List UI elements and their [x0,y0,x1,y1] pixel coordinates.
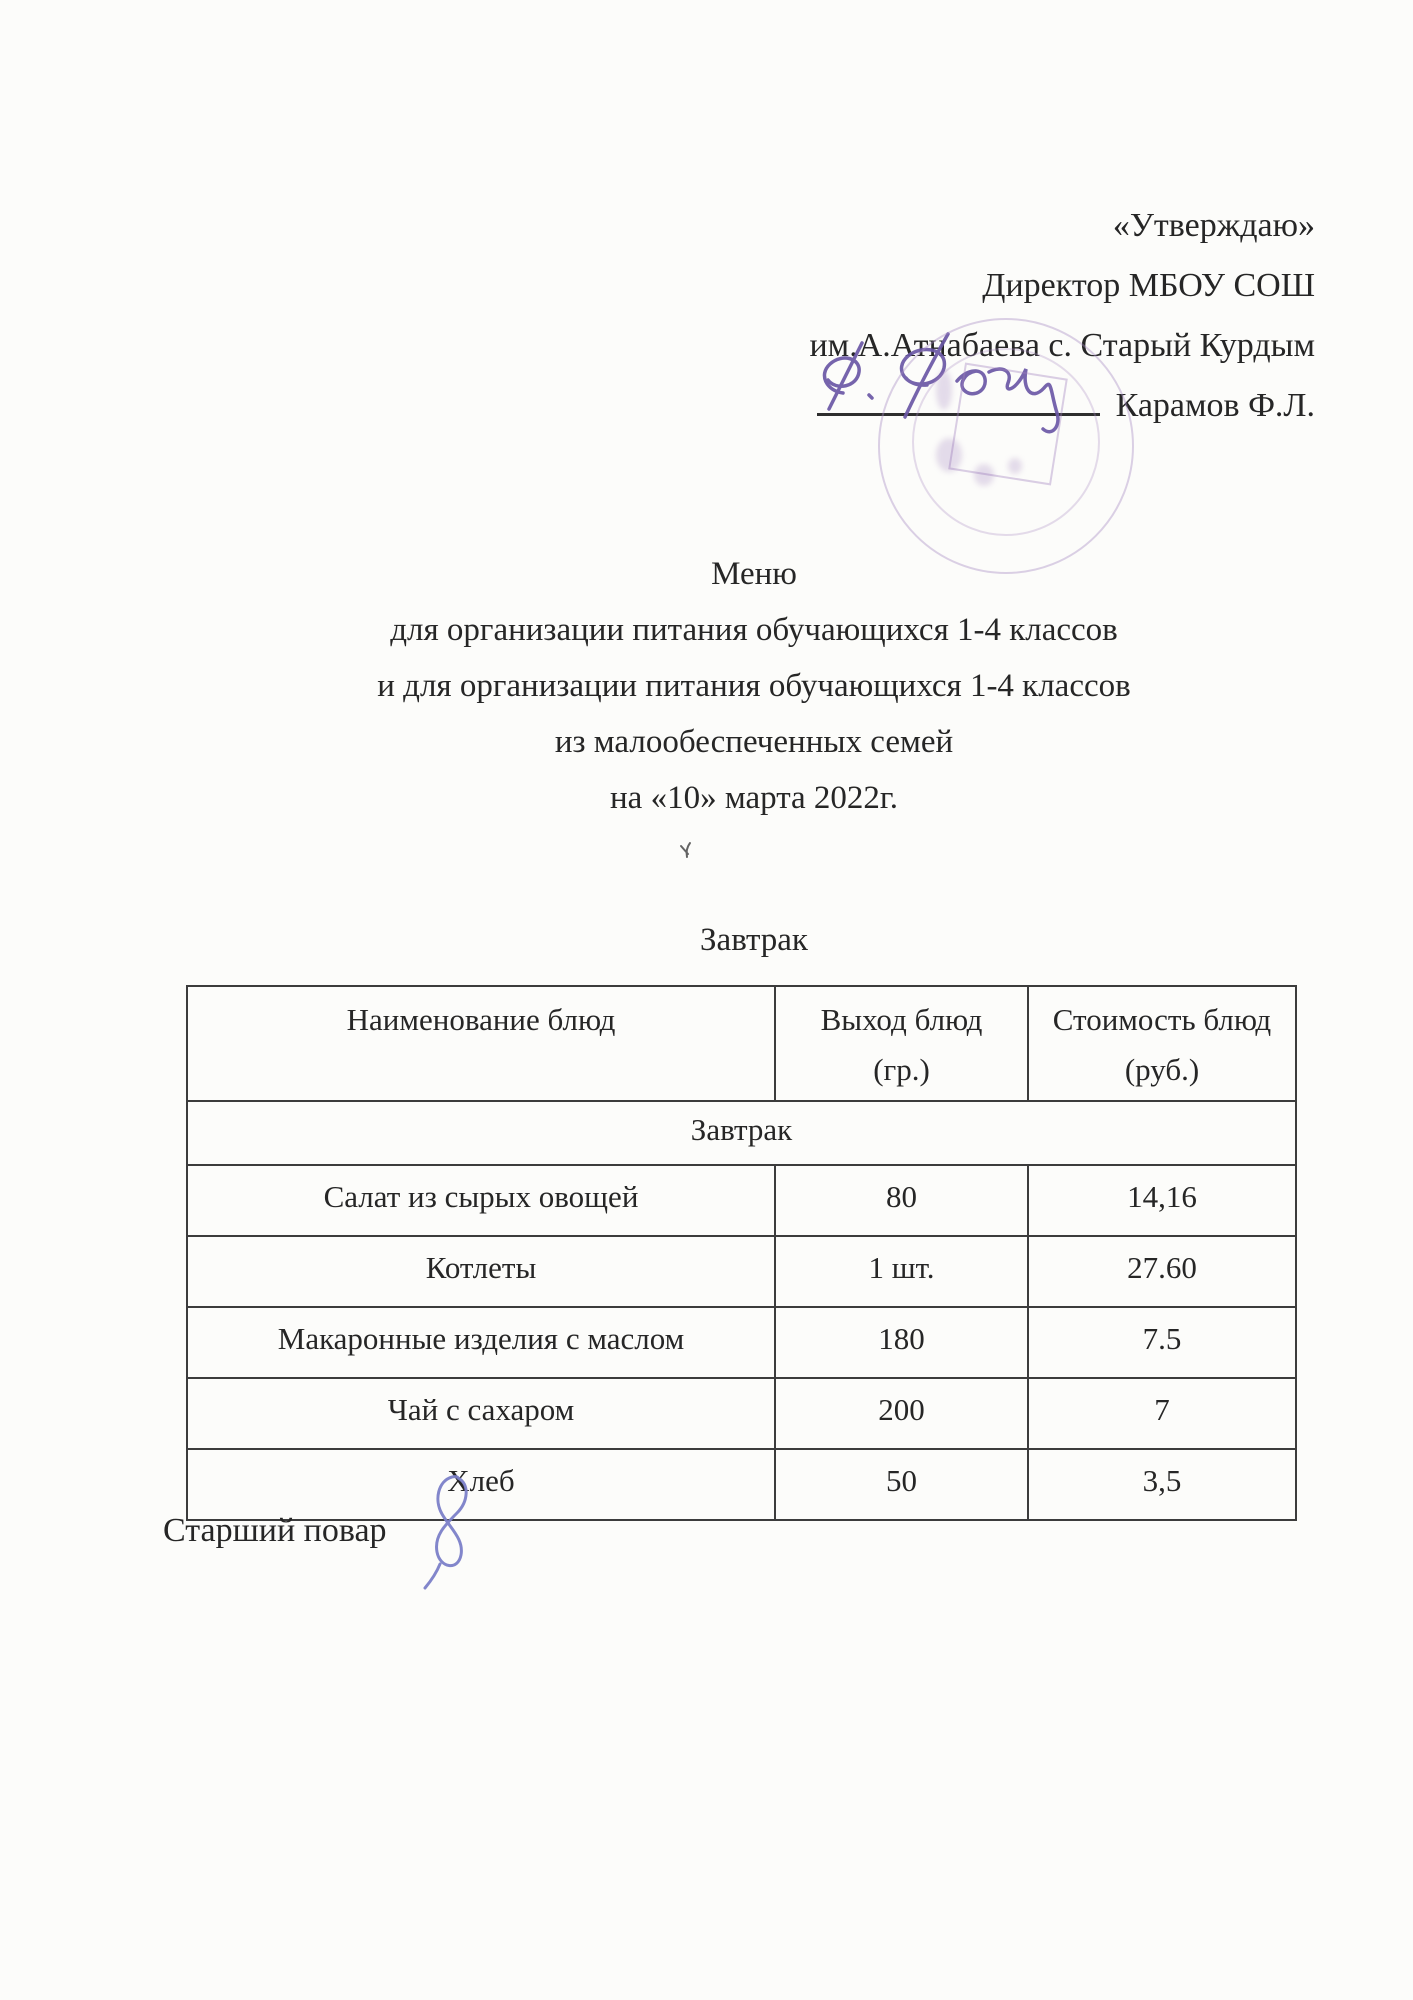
dish-name-cell: Чай с сахаром [187,1378,775,1449]
col-header-label: Выход блюд [820,1002,983,1037]
table-header-row [187,986,1296,1101]
col-header-sub: (руб.) [1124,1052,1200,1087]
col-header-output [775,986,1028,1101]
table-row [187,1236,1296,1307]
approval-line-school: им.А.Атнабаева с. Старый Курдым [809,327,1315,364]
approval-signature-line [809,376,1315,436]
output-cell: 200 [775,1378,1028,1449]
col-header-label: Наименование блюд [346,1002,616,1037]
cook-signature-icon [418,1472,488,1597]
col-header-label: Стоимость блюд [1052,1002,1272,1037]
approval-line-utverzhdayu: «Утверждаю» [1112,207,1315,244]
title-date-line: на «10» марта 2022г. [610,780,898,816]
cost-cell: 3,5 [1028,1449,1296,1520]
section-heading: Завтрак [700,922,808,958]
table-row [187,1449,1296,1520]
ink-smudge [974,464,994,486]
cost-cell: 14,16 [1028,1165,1296,1236]
title-line-2: для организации питания обучающихся 1-4 классов [390,612,1118,648]
output-cell: 50 [775,1449,1028,1520]
col-header-sub: (гр.) [873,1052,930,1087]
table-row [187,1378,1296,1449]
approval-line-director: Директор МБОУ СОШ [982,267,1315,304]
title-line-4: из малообеспеченных семей [554,724,954,760]
signature-underline [817,409,1100,416]
dish-name-cell: Макаронные изделия с маслом [187,1307,775,1378]
output-cell: 180 [775,1307,1028,1378]
director-name: Карамов Ф.Л. [1115,387,1315,424]
approval-block [809,196,1315,436]
output-cell: 1 шт. [775,1236,1028,1307]
table-row [187,1165,1296,1236]
dish-name-cell: Котлеты [187,1236,775,1307]
output-cell: 80 [775,1165,1028,1236]
cost-cell: 27.60 [1028,1236,1296,1307]
cost-cell: 7 [1028,1378,1296,1449]
dish-name-cell: Салат из сырых овощей [187,1165,775,1236]
table-row [187,1307,1296,1378]
col-header-cost [1028,986,1296,1101]
dish-name-cell: Хлеб [187,1449,775,1520]
title-block [100,556,1408,836]
cook-title-label: Старший повар [163,1512,387,1549]
table-section-row [187,1101,1296,1165]
pen-mark-icon [678,840,698,860]
menu-title: Меню [711,556,797,592]
ink-smudge [1008,458,1022,474]
col-header-dish-name [187,986,775,1101]
cost-cell: 7.5 [1028,1307,1296,1378]
title-line-3: и для организации питания обучающихся 1-4 классов [377,668,1131,704]
menu-table [186,985,1297,1521]
table-section-label: Завтрак [187,1101,1296,1165]
director-signature-icon [805,327,1115,447]
